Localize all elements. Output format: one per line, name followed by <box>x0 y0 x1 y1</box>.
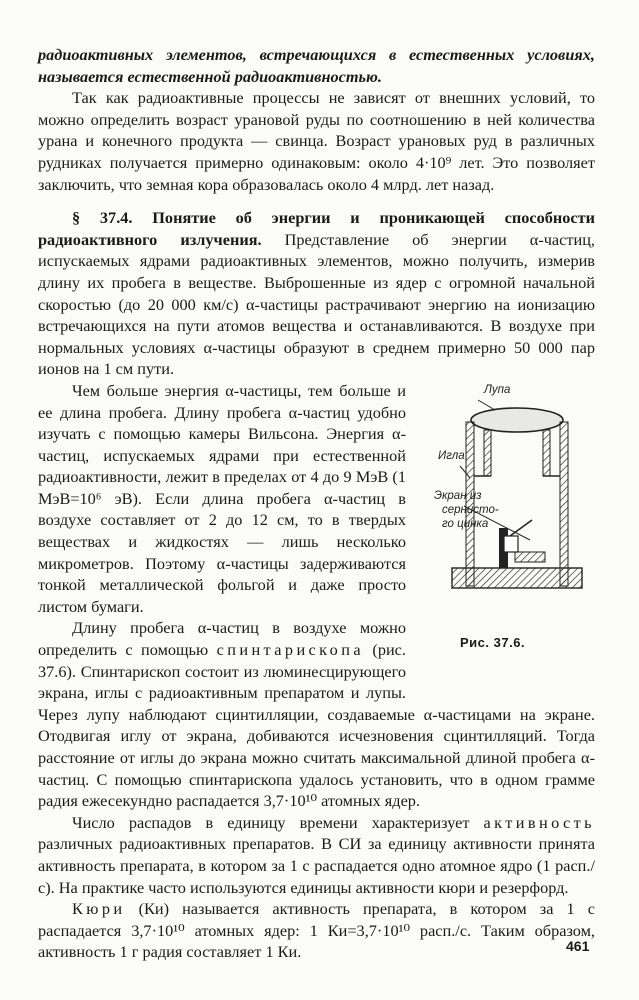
label-needle: Игла <box>438 449 465 462</box>
spinthariscope-before: Длину пробега α-частиц в воздухе можно определить с помощью <box>38 618 406 660</box>
activity-after: различных радиоактивных препаратов. В СИ за единицу активности принята активность препарата, в котором за 1 с распадается одно атомное ядро (1 расп./с). На практике часто используются единицы активности кюри и резерфорд. <box>38 834 595 897</box>
lens-pointer-line <box>478 400 495 410</box>
paragraph-section-37-4 <box>38 207 595 380</box>
spinthariscope-after: (рис. 37.6). Спинтарископ состоит из люминесцирующего экрана, иглы с радиоактивным препаратом и лупы. Через лупу наблюдают сцинтилляции, создаваемые α-частицами на экране. Отодвигая иглу от экрана, добиваются исчезновения сцинтилляций. Тогда расстояние от иглы до экрана можно считать максимальной длиной пробега α-частиц. С помощью спинтарископа удалось установить, что в одном грамме радия ежесекундно распадается 3,7·10¹⁰ атомных ядер. <box>38 640 595 811</box>
paragraph-intro-end: радиоактивных элементов, встречающихся в естественных условиях, называется естественной радиоактивностью. <box>38 45 595 86</box>
label-screen-2: сернисто- <box>442 503 499 516</box>
label-lens: Лупа <box>484 383 511 396</box>
activity-before: Число распадов в единицу времени характеризует <box>72 812 470 832</box>
term-spinthariscope: спинтарископа <box>216 640 364 660</box>
tube-wall-right <box>560 422 568 586</box>
paragraph-curie <box>38 898 595 963</box>
spinthariscope-figure <box>420 383 605 691</box>
paragraph-uranium-age: Так как радиоактивные процессы не зависят от внешних условий, то можно определить возраст урановой руды по соотношению в ней количества урана и конечного продукта — свинца. Возраст урановых руд в различных рудниках получается примерно одинаковым: около 4·10⁹ лет. Это позволяет заключить, что земная кора образовалась около 4 млрд. лет назад. <box>38 88 595 194</box>
needle-holder <box>504 536 518 552</box>
inner-tube-left <box>484 430 491 476</box>
page-body <box>38 44 595 963</box>
inner-tube-right <box>543 430 550 476</box>
term-curie: Кюри <box>72 899 126 919</box>
label-screen-1: Экран из <box>434 489 482 502</box>
paragraph-range-energy: Чем больше энергия α-частицы, тем больше и ее длина пробега. Длину пробега α-частиц удобно изучать с помощью камеры Вильсона. Энергия α-частиц, испускаемых ядрами при естественной радиоактивности, лежит в пределах от 4 до 9 МэВ (1 МэВ=10⁶ эВ). Если длина пробега α-частиц в воздухе составляет от 2 до 12 см, то в твердых веществах и жидкостях — лишь несколько микрометров. Поэтому α-частицы задерживаются тонкой металлической фольгой и даже просто листом бумаги. <box>38 380 406 616</box>
page-number: 461 <box>566 938 590 954</box>
label-screen-3: го цинка <box>442 517 489 530</box>
curie-after: (Ки) называется активность препарата, в котором за 1 с распадается 3,7·10¹⁰ атомных ядер: 1 Ки=3,7·10¹⁰ расп./с. Таким образом, активность 1 г радия составляет 1 Ки. <box>38 899 595 962</box>
section-number: § 37.4. <box>72 208 133 228</box>
section-title: Понятие об энергии и проникающей способности радиоактивного излучения. <box>38 208 596 249</box>
term-activity: активность <box>483 812 595 832</box>
section-lead-text: Представление об энергии α-частиц, испускаемых ядрами радиоактивных элементов, можно получить, измерив длину их пробега в веществе. Выброшенные из ядер с огромной начальной скоростью (до 20 000 км/с) α-частицы растрачивают энергию на ионизацию встречающихся на пути атомов вещества и останавливаются. В воздухе при нормальных условиях α-частицы образуют в среднем примерно 50 000 пар ионов на 1 см пути. <box>38 229 595 379</box>
paragraph-activity <box>38 812 595 898</box>
needle <box>510 520 532 536</box>
zinc-sulfide-screen <box>515 552 545 562</box>
lens-shape <box>471 408 563 432</box>
figure-caption: Рис. 37.6. <box>460 634 526 650</box>
base-plate <box>452 568 582 588</box>
